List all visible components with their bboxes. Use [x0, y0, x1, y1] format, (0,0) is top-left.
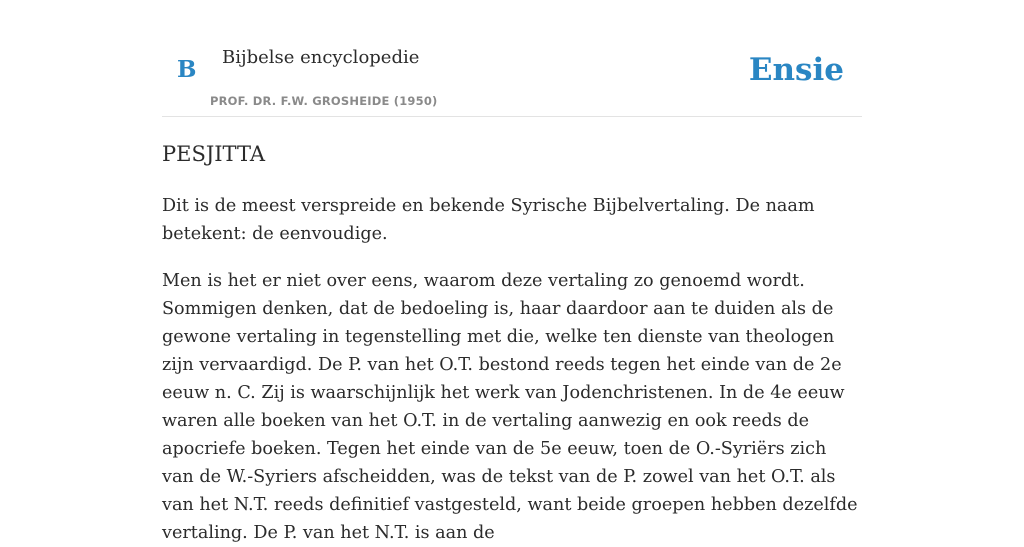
article-paragraph: Dit is de meest verspreide en bekende Syrische Bijbelvertaling. De naam betekent: de eenvoudige. [162, 196, 815, 244]
article-content [162, 136, 862, 547]
book-title[interactable]: Bijbelse encyclopedie [222, 47, 420, 68]
page-header [162, 0, 862, 117]
entry-title: PESJITTA [162, 142, 265, 166]
book-author: PROF. DR. F.W. GROSHEIDE (1950) [210, 94, 438, 108]
book-initial-icon[interactable]: B [177, 56, 197, 83]
article-paragraph: Men is het er niet over eens, waarom deze vertaling zo genoemd wordt. Sommigen denken, dat de bedoeling is, haar daardoor aan te duiden als de gewone vertaling in tegenstelling met die, welke ten dienste van theologen zijn vervaardigd. De P. van het O.T. bestond reeds tegen het einde van de 2e eeuw n. C. Zij is waarschijnlijk het werk van Jodenchristenen. In de 4e eeuw waren alle boeken van het O.T. in de vertaling aanwezig en ook reeds de apocriefe boeken. Tegen het einde van de 5e eeuw, toen de O.-Syriërs zich van de W.-Syriers afscheidden, was de tekst van de P. zowel van het O.T. als van het N.T. reeds definitief vastgesteld, want beide groepen hebben dezelfde vertaling. De P. van het N.T. is aan de [162, 271, 858, 543]
ensie-logo[interactable]: Ensie [748, 52, 844, 88]
